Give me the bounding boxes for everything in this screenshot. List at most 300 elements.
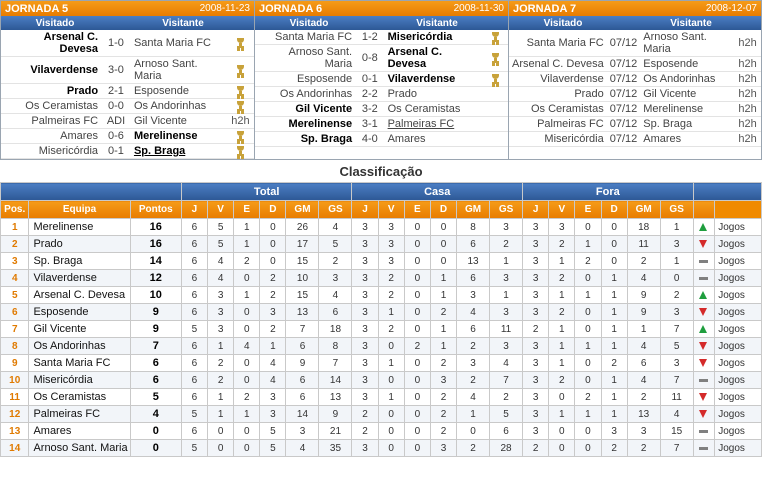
game-score: 1-2 <box>355 30 385 45</box>
game-extra[interactable] <box>483 72 508 87</box>
group-total: Total <box>181 183 352 201</box>
row-jogos-link[interactable]: Jogos <box>715 440 762 457</box>
th-fora-gm[interactable]: GM <box>627 201 660 219</box>
away-team[interactable]: Os Ceramistas <box>385 102 483 117</box>
game-row[interactable] <box>255 30 508 45</box>
row-casa-0: 3 <box>352 219 378 236</box>
row-points: 16 <box>130 219 181 236</box>
row-total-1: 2 <box>208 355 234 372</box>
row-total-1: 1 <box>208 389 234 406</box>
th-total-j[interactable]: J <box>181 201 207 219</box>
table-row[interactable] <box>1 287 762 304</box>
row-points: 10 <box>130 287 181 304</box>
away-team[interactable]: Palmeiras FC <box>385 117 483 132</box>
row-total-3: 3 <box>260 406 286 423</box>
row-team[interactable]: Vilaverdense <box>29 270 130 287</box>
th-fora-e[interactable]: E <box>575 201 601 219</box>
away-team[interactable]: Merelinense <box>640 102 734 117</box>
table-row[interactable] <box>1 440 762 457</box>
home-team[interactable]: Amares <box>1 129 101 144</box>
row-total-5: 3 <box>319 270 352 287</box>
games-table <box>509 30 761 147</box>
th-casa-v[interactable]: V <box>378 201 404 219</box>
game-extra-h2h[interactable]: h2h <box>734 87 761 102</box>
game-row[interactable] <box>255 72 508 87</box>
home-team[interactable]: Prado <box>509 87 607 102</box>
th-jogos <box>715 201 762 219</box>
row-casa-2: 0 <box>404 219 430 236</box>
game-score: 0-6 <box>101 129 131 144</box>
table-row[interactable] <box>1 304 762 321</box>
home-team[interactable]: Palmeiras FC <box>509 117 607 132</box>
row-casa-3: 1 <box>430 338 456 355</box>
table-row[interactable] <box>1 236 762 253</box>
th-pos[interactable]: Pos. <box>1 201 29 219</box>
game-score: 07/12 <box>607 87 641 102</box>
home-team[interactable]: Os Ceramistas <box>1 99 101 114</box>
row-casa-4: 2 <box>457 372 490 389</box>
row-team[interactable]: Santa Maria FC <box>29 355 130 372</box>
row-total-5: 4 <box>319 287 352 304</box>
game-extra-h2h[interactable]: h2h <box>734 30 761 57</box>
row-jogos-link[interactable]: Jogos <box>715 236 762 253</box>
row-points: 9 <box>130 321 181 338</box>
row-total-2: 0 <box>234 304 260 321</box>
away-team[interactable]: Amares <box>640 132 734 147</box>
game-extra-h2h[interactable]: h2h <box>734 132 761 147</box>
th-total-v[interactable]: V <box>208 201 234 219</box>
away-team[interactable]: Merelinense <box>131 129 227 144</box>
row-fora-5: 5 <box>660 338 693 355</box>
row-total-5: 9 <box>319 406 352 423</box>
row-casa-0: 3 <box>352 321 378 338</box>
classification-title: Classificação <box>339 164 423 179</box>
row-casa-5: 11 <box>490 321 523 338</box>
trophy-icon <box>235 65 246 76</box>
row-points: 9 <box>130 304 181 321</box>
row-fora-0: 2 <box>523 321 549 338</box>
row-team[interactable]: Amares <box>29 423 130 440</box>
row-total-5: 21 <box>319 423 352 440</box>
row-total-1: 5 <box>208 236 234 253</box>
row-total-1: 4 <box>208 253 234 270</box>
home-team[interactable]: Vilaverdense <box>509 72 607 87</box>
jornada-block-7 <box>508 0 762 160</box>
row-casa-3: 1 <box>430 287 456 304</box>
row-casa-2: 0 <box>404 389 430 406</box>
row-casa-1: 1 <box>378 389 404 406</box>
game-row[interactable] <box>509 117 761 132</box>
row-total-2: 4 <box>234 338 260 355</box>
row-movement <box>693 219 715 236</box>
home-team[interactable]: Gil Vicente <box>255 102 355 117</box>
row-jogos-link[interactable]: Jogos <box>715 423 762 440</box>
th-fora-j[interactable]: J <box>523 201 549 219</box>
game-row[interactable] <box>1 30 254 57</box>
row-team[interactable]: Misericórdia <box>29 372 130 389</box>
up-arrow-icon <box>698 222 709 233</box>
home-team[interactable]: Santa Maria FC <box>509 30 607 57</box>
row-casa-5: 3 <box>490 338 523 355</box>
th-total-d[interactable]: D <box>260 201 286 219</box>
table-row[interactable] <box>1 355 762 372</box>
row-jogos-link[interactable]: Jogos <box>715 389 762 406</box>
row-casa-3: 0 <box>430 236 456 253</box>
home-team[interactable]: Vilaverdense <box>1 57 101 84</box>
row-casa-4: 3 <box>457 355 490 372</box>
away-team[interactable]: Esposende <box>640 57 734 72</box>
row-fora-5: 1 <box>660 219 693 236</box>
table-row[interactable] <box>1 270 762 287</box>
game-extra-h2h[interactable]: h2h <box>734 72 761 87</box>
row-fora-1: 1 <box>549 287 575 304</box>
game-extra <box>483 132 508 147</box>
row-casa-1: 3 <box>378 236 404 253</box>
th-total-e[interactable]: E <box>234 201 260 219</box>
row-movement <box>693 355 715 372</box>
home-team[interactable]: Santa Maria FC <box>255 30 355 45</box>
row-casa-3: 2 <box>430 423 456 440</box>
row-casa-5: 3 <box>490 304 523 321</box>
away-team[interactable]: Arnoso Sant. Maria <box>640 30 734 57</box>
game-score: 07/12 <box>607 72 641 87</box>
row-casa-4: 1 <box>457 406 490 423</box>
th-team[interactable]: Equipa <box>29 201 130 219</box>
col-visitante: Visitante <box>162 17 204 29</box>
row-casa-1: 1 <box>378 355 404 372</box>
row-casa-1: 2 <box>378 270 404 287</box>
game-score: ADI <box>101 114 131 129</box>
table-row[interactable] <box>1 406 762 423</box>
row-fora-0: 2 <box>523 440 549 457</box>
row-fora-3: 1 <box>601 304 627 321</box>
row-fora-2: 0 <box>575 219 601 236</box>
row-fora-3: 3 <box>601 423 627 440</box>
row-total-0: 6 <box>181 355 207 372</box>
th-fora-v[interactable]: V <box>549 201 575 219</box>
row-fora-3: 0 <box>601 219 627 236</box>
game-extra[interactable] <box>227 129 254 144</box>
row-casa-3: 1 <box>430 270 456 287</box>
row-total-3: 5 <box>260 423 286 440</box>
home-team[interactable]: Os Ceramistas <box>509 102 607 117</box>
away-team[interactable]: Prado <box>385 87 483 102</box>
jornada-title: JORNADA 7 <box>513 2 577 15</box>
table-row[interactable] <box>1 423 762 440</box>
table-row[interactable] <box>1 338 762 355</box>
row-total-0: 6 <box>181 372 207 389</box>
row-casa-3: 1 <box>430 321 456 338</box>
game-score: 07/12 <box>607 132 641 147</box>
away-team[interactable]: Arnoso Sant. Maria <box>131 57 227 84</box>
away-team[interactable]: Sp. Braga <box>131 144 227 159</box>
row-total-0: 6 <box>181 389 207 406</box>
game-row[interactable] <box>255 132 508 147</box>
th-casa-j[interactable]: J <box>352 201 378 219</box>
col-visitado: Visitado <box>35 17 75 29</box>
row-casa-3: 3 <box>430 440 456 457</box>
home-team[interactable]: Arnoso Sant. Maria <box>255 45 355 72</box>
away-team[interactable]: Amares <box>385 132 483 147</box>
table-row[interactable] <box>1 372 762 389</box>
table-row[interactable] <box>1 321 762 338</box>
row-casa-0: 3 <box>352 355 378 372</box>
row-jogos-link[interactable]: Jogos <box>715 372 762 389</box>
game-extra[interactable] <box>227 99 254 114</box>
row-casa-2: 0 <box>404 304 430 321</box>
table-row[interactable] <box>1 219 762 236</box>
row-points: 5 <box>130 389 181 406</box>
game-extra[interactable] <box>227 30 254 57</box>
row-position: 8 <box>1 338 29 355</box>
row-fora-5: 3 <box>660 304 693 321</box>
game-row[interactable] <box>1 129 254 144</box>
th-points[interactable]: Pontos <box>130 201 181 219</box>
away-team[interactable]: Santa Maria FC <box>131 30 227 57</box>
jornada-title: JORNADA 6 <box>259 2 323 15</box>
row-total-2: 0 <box>234 372 260 389</box>
row-jogos-link[interactable]: Jogos <box>715 304 762 321</box>
game-score: 07/12 <box>607 57 641 72</box>
row-movement <box>693 440 715 457</box>
jornada-column-headers <box>255 16 508 30</box>
game-row[interactable] <box>1 84 254 99</box>
game-extra[interactable] <box>227 144 254 159</box>
row-casa-5: 5 <box>490 406 523 423</box>
row-total-4: 15 <box>286 253 319 270</box>
row-fora-1: 2 <box>549 270 575 287</box>
game-extra-h2h[interactable]: h2h <box>734 117 761 132</box>
row-fora-4: 2 <box>627 440 660 457</box>
row-casa-1: 0 <box>378 372 404 389</box>
row-jogos-link[interactable]: Jogos <box>715 321 762 338</box>
same-arrow-icon <box>698 273 709 284</box>
game-row[interactable] <box>509 72 761 87</box>
row-casa-5: 3 <box>490 270 523 287</box>
game-extra-h2h[interactable]: h2h <box>227 114 254 129</box>
row-position: 4 <box>1 270 29 287</box>
table-row[interactable] <box>1 253 762 270</box>
row-team[interactable]: Os Andorinhas <box>29 338 130 355</box>
th-casa-d[interactable]: D <box>430 201 456 219</box>
home-team[interactable]: Arsenal C. Devesa <box>1 30 101 57</box>
row-team[interactable]: Os Ceramistas <box>29 389 130 406</box>
row-total-1: 1 <box>208 338 234 355</box>
home-team[interactable]: Sp. Braga <box>255 132 355 147</box>
row-casa-0: 3 <box>352 270 378 287</box>
row-fora-0: 3 <box>523 338 549 355</box>
row-team[interactable]: Arsenal C. Devesa <box>29 287 130 304</box>
row-team[interactable]: Sp. Braga <box>29 253 130 270</box>
up-arrow-icon <box>698 324 709 335</box>
game-row[interactable] <box>1 99 254 114</box>
row-casa-4: 8 <box>457 219 490 236</box>
row-total-5: 8 <box>319 338 352 355</box>
row-fora-2: 1 <box>575 338 601 355</box>
row-fora-0: 3 <box>523 236 549 253</box>
th-movement <box>693 201 715 219</box>
row-casa-1: 2 <box>378 287 404 304</box>
game-row[interactable] <box>255 102 508 117</box>
th-total-gs[interactable]: GS <box>319 201 352 219</box>
row-fora-5: 1 <box>660 253 693 270</box>
game-extra-h2h[interactable]: h2h <box>734 102 761 117</box>
row-total-4: 17 <box>286 236 319 253</box>
row-fora-2: 0 <box>575 270 601 287</box>
away-team[interactable]: Os Andorinhas <box>640 72 734 87</box>
row-total-0: 5 <box>181 406 207 423</box>
home-team[interactable]: Misericórdia <box>1 144 101 159</box>
row-jogos-link[interactable]: Jogos <box>715 287 762 304</box>
game-row[interactable] <box>255 117 508 132</box>
same-arrow-icon <box>698 375 709 386</box>
row-casa-3: 0 <box>430 219 456 236</box>
row-position: 3 <box>1 253 29 270</box>
game-extra[interactable] <box>483 45 508 72</box>
away-team[interactable]: Gil Vicente <box>640 87 734 102</box>
row-fora-1: 2 <box>549 304 575 321</box>
row-total-5: 5 <box>319 236 352 253</box>
game-row[interactable] <box>509 132 761 147</box>
game-extra-h2h[interactable]: h2h <box>734 57 761 72</box>
row-movement <box>693 372 715 389</box>
th-total-gm[interactable]: GM <box>286 201 319 219</box>
row-points: 0 <box>130 423 181 440</box>
same-arrow-icon <box>698 256 709 267</box>
row-points: 14 <box>130 253 181 270</box>
game-row[interactable] <box>509 30 761 57</box>
home-team[interactable]: Arsenal C. Devesa <box>509 57 607 72</box>
row-total-3: 3 <box>260 304 286 321</box>
row-jogos-link[interactable]: Jogos <box>715 270 762 287</box>
home-team[interactable]: Merelinense <box>255 117 355 132</box>
away-team[interactable]: Os Andorinhas <box>131 99 227 114</box>
row-casa-5: 3 <box>490 219 523 236</box>
down-arrow-icon <box>698 341 709 352</box>
row-jogos-link[interactable]: Jogos <box>715 406 762 423</box>
away-team[interactable]: Misericórdia <box>385 30 483 45</box>
game-extra <box>483 87 508 102</box>
row-fora-2: 1 <box>575 406 601 423</box>
row-fora-3: 1 <box>601 389 627 406</box>
th-fora-d[interactable]: D <box>601 201 627 219</box>
row-total-5: 7 <box>319 355 352 372</box>
down-arrow-icon <box>698 239 709 250</box>
th-fora-gs[interactable]: GS <box>660 201 693 219</box>
row-casa-0: 3 <box>352 389 378 406</box>
home-team[interactable]: Misericórdia <box>509 132 607 147</box>
game-score: 0-0 <box>101 99 131 114</box>
row-total-0: 6 <box>181 304 207 321</box>
game-row[interactable] <box>1 57 254 84</box>
game-row[interactable] <box>509 87 761 102</box>
home-team[interactable]: Palmeiras FC <box>1 114 101 129</box>
row-fora-5: 4 <box>660 406 693 423</box>
home-team[interactable]: Os Andorinhas <box>255 87 355 102</box>
row-fora-0: 3 <box>523 287 549 304</box>
home-team[interactable]: Prado <box>1 84 101 99</box>
row-casa-2: 0 <box>404 406 430 423</box>
row-casa-2: 2 <box>404 338 430 355</box>
row-casa-3: 2 <box>430 304 456 321</box>
th-casa-e[interactable]: E <box>404 201 430 219</box>
th-casa-gs[interactable]: GS <box>490 201 523 219</box>
game-row[interactable] <box>1 144 254 159</box>
row-fora-3: 1 <box>601 372 627 389</box>
away-team[interactable]: Gil Vicente <box>131 114 227 129</box>
row-movement <box>693 338 715 355</box>
row-total-1: 0 <box>208 440 234 457</box>
th-casa-gm[interactable]: GM <box>457 201 490 219</box>
row-team[interactable]: Esposende <box>29 304 130 321</box>
row-jogos-link[interactable]: Jogos <box>715 253 762 270</box>
jornada-date: 2008-11-23 <box>199 3 250 14</box>
game-row[interactable] <box>1 114 254 129</box>
away-team[interactable]: Vilaverdense <box>385 72 483 87</box>
row-casa-1: 2 <box>378 321 404 338</box>
away-team[interactable]: Sp. Braga <box>640 117 734 132</box>
col-visitado: Visitado <box>543 17 583 29</box>
row-fora-5: 7 <box>660 372 693 389</box>
row-team[interactable]: Merelinense <box>29 219 130 236</box>
game-extra[interactable] <box>227 84 254 99</box>
group-fora: Fora <box>523 183 694 201</box>
away-team[interactable]: Esposende <box>131 84 227 99</box>
trophy-icon <box>235 86 246 97</box>
group-actions <box>693 183 761 201</box>
game-extra[interactable] <box>227 57 254 84</box>
row-total-1: 3 <box>208 304 234 321</box>
row-team[interactable]: Arnoso Sant. Maria <box>29 440 130 457</box>
row-total-2: 0 <box>234 355 260 372</box>
row-fora-0: 3 <box>523 304 549 321</box>
row-jogos-link[interactable]: Jogos <box>715 338 762 355</box>
row-total-3: 2 <box>260 270 286 287</box>
game-score: 3-1 <box>355 117 385 132</box>
home-team[interactable]: Esposende <box>255 72 355 87</box>
row-fora-0: 3 <box>523 355 549 372</box>
jornada-date: 2008-11-30 <box>453 3 504 14</box>
row-fora-0: 3 <box>523 270 549 287</box>
away-team[interactable]: Arsenal C. Devesa <box>385 45 483 72</box>
game-row[interactable] <box>255 87 508 102</box>
row-total-0: 6 <box>181 236 207 253</box>
row-casa-3: 0 <box>430 253 456 270</box>
game-extra[interactable] <box>483 30 508 45</box>
row-fora-4: 9 <box>627 304 660 321</box>
row-jogos-link[interactable]: Jogos <box>715 355 762 372</box>
row-team[interactable]: Palmeiras FC <box>29 406 130 423</box>
game-row[interactable] <box>255 45 508 72</box>
row-team[interactable]: Gil Vicente <box>29 321 130 338</box>
row-fora-1: 1 <box>549 406 575 423</box>
row-team[interactable]: Prado <box>29 236 130 253</box>
row-casa-2: 0 <box>404 236 430 253</box>
jornada-header <box>1 1 254 16</box>
row-jogos-link[interactable]: Jogos <box>715 219 762 236</box>
row-total-3: 4 <box>260 355 286 372</box>
row-total-3: 2 <box>260 287 286 304</box>
row-total-2: 0 <box>234 321 260 338</box>
row-fora-3: 1 <box>601 287 627 304</box>
game-row[interactable] <box>509 57 761 72</box>
row-casa-2: 0 <box>404 423 430 440</box>
row-fora-0: 3 <box>523 406 549 423</box>
row-casa-5: 1 <box>490 253 523 270</box>
table-row[interactable] <box>1 389 762 406</box>
row-total-4: 14 <box>286 406 319 423</box>
game-row[interactable] <box>509 102 761 117</box>
